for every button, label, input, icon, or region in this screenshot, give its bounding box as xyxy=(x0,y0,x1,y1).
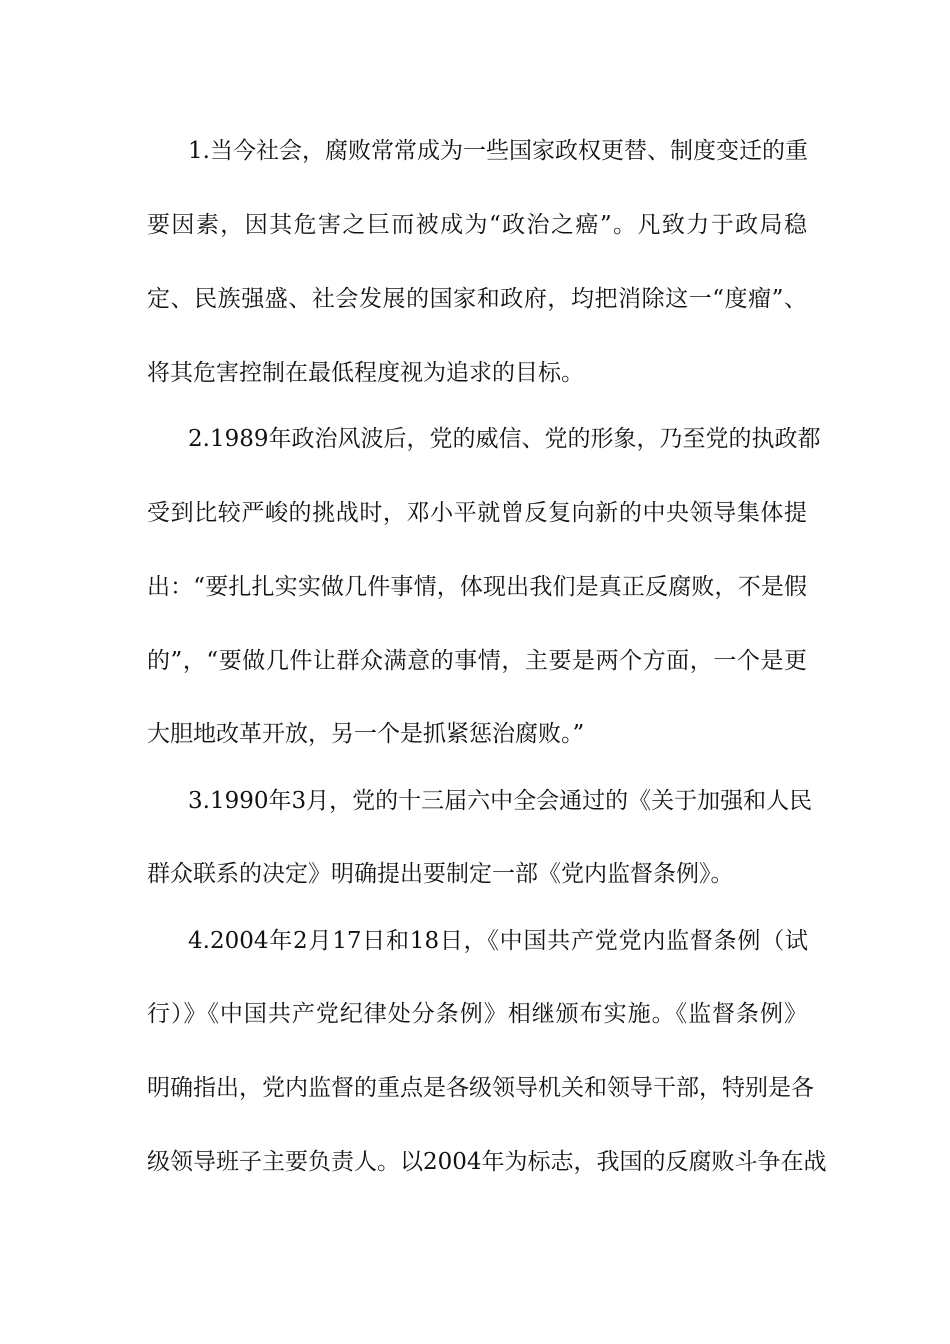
paragraph-3-line-2: 群众联系的决定》明确提出要制定一部《党内监督条例》。 xyxy=(147,861,734,887)
paragraph-1-line-1: 1.当今社会，腐败常常成为一些国家政权更替、制度变迁的重 xyxy=(188,138,808,164)
paragraph-2-line-5: 大胆地改革开放，另一个是抓紧惩治腐败。” xyxy=(147,721,585,747)
paragraph-4-line-3: 明确指出，党内监督的重点是各级领导机关和领导干部，特别是各 xyxy=(147,1075,814,1101)
paragraph-3-line-1: 3.1990年3月，党的十三届六中全会通过的《关于加强和人民 xyxy=(188,788,813,814)
paragraph-2-line-3: 出：“要扎扎实实做几件事情，体现出我们是真正反腐败，不是假 xyxy=(147,574,807,600)
paragraph-1-line-2: 要因素，因其危害之巨而被成为“政治之癌”。凡致力于政局稳 xyxy=(147,212,807,238)
paragraph-1-line-3: 定、民族强盛、社会发展的国家和政府，均把消除这一“度瘤”、 xyxy=(147,286,807,312)
paragraph-2-line-1: 2.1989年政治风波后，党的威信、党的形象，乃至党的执政都 xyxy=(188,426,821,452)
paragraph-2-line-4: 的”，“要做几件让群众满意的事情，主要是两个方面，一个是更 xyxy=(147,648,807,674)
paragraph-4-line-4: 级领导班子主要负责人。以2004年为标志，我国的反腐败斗争在战 xyxy=(147,1149,827,1175)
paragraph-4-line-2: 行）》《中国共产党纪律处分条例》相继颁布实施。《监督条例》 xyxy=(147,1001,807,1027)
paragraph-2-line-2: 受到比较严峻的挑战时，邓小平就曾反复向新的中央领导集体提 xyxy=(147,500,807,526)
paragraph-4-line-1: 4.2004年2月17日和18日，《中国共产党党内监督条例（试 xyxy=(188,928,808,954)
paragraph-1-line-4: 将其危害控制在最低程度视为追求的目标。 xyxy=(147,360,584,386)
